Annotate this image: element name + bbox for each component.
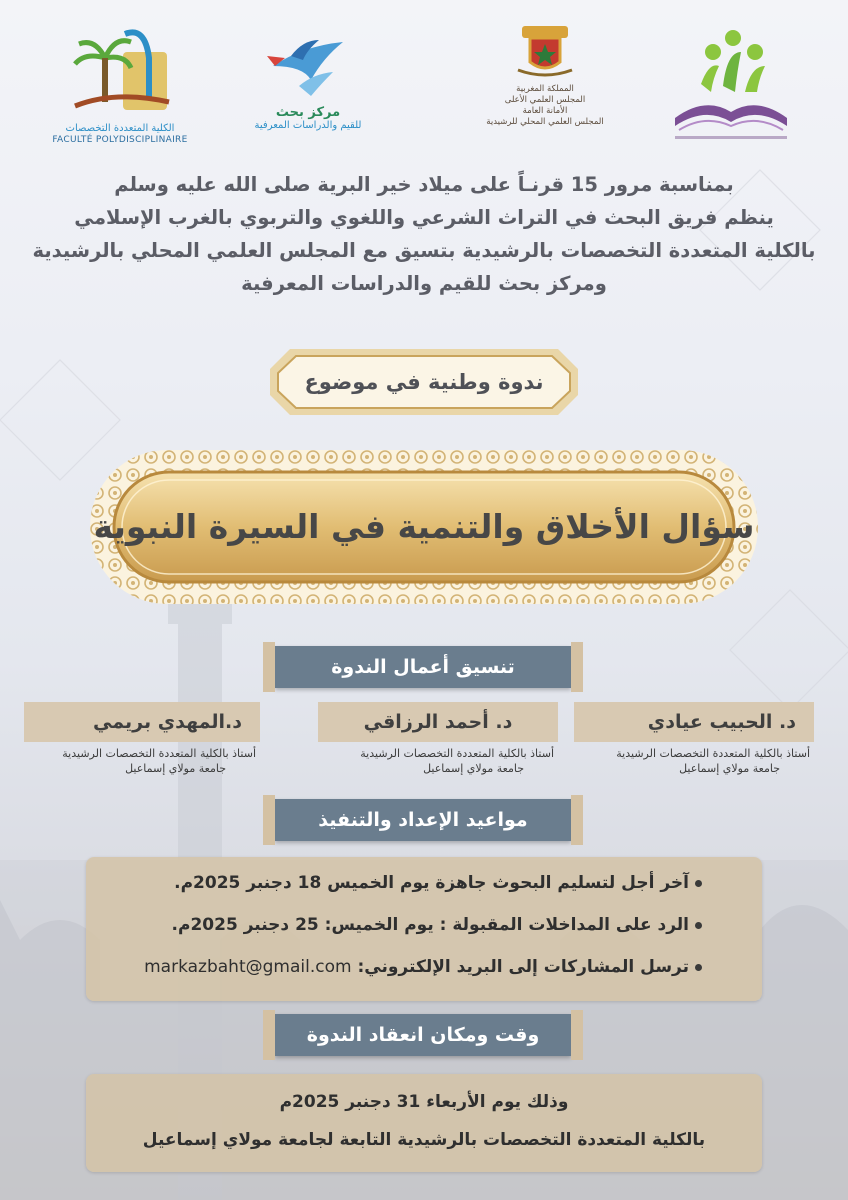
coordinator-2-affiliation: [318, 746, 558, 776]
markaz-logo-title: مركز بحث: [275, 105, 341, 120]
coordinator-1-name: د. الحبيب عيادي: [574, 702, 814, 742]
kingdom-line-3: الأمانة العامة: [522, 106, 568, 116]
deadlines-heading: مواعيد الإعداد والتنفيذ: [275, 799, 571, 841]
book-people-icon: [665, 26, 795, 146]
coordinator-2-aff-line-2: جامعة مولاي إسماعيل: [423, 762, 524, 775]
coordinator-3-affiliation: [24, 746, 260, 776]
faculty-logo-arabic: الكلية المتعددة التخصصات: [65, 123, 175, 134]
research-team-logo: [660, 26, 800, 150]
coordinator-3-aff-line-2: جامعة مولاي إسماعيل: [125, 762, 226, 775]
coordinator-2-name: د. أحمد الرزاقي: [318, 702, 558, 742]
kingdom-line-2: المجلس العلمي الأعلى: [504, 95, 586, 105]
markaz-bird-icon: [263, 36, 353, 102]
title-frame: [88, 448, 760, 606]
coordinator-3-aff-line-1: أستاذ بالكلية المتعددة التخصصات الرشيدية: [62, 747, 256, 760]
bullet-dot-icon: [695, 880, 702, 887]
intro-line-2: ينظم فريق البحث في التراث الشرعي واللغوي والتربوي بالغرب الإسلامي: [74, 206, 774, 229]
deadline-item-2: [172, 915, 702, 935]
coordinator-2: [318, 702, 558, 776]
faculty-emblem-icon: [65, 28, 175, 118]
deadline-item-3: [144, 957, 702, 977]
deadlines-panel: [86, 857, 762, 1001]
venue-place: بالكلية المتعددة التخصصات بالرشيدية التابعة لجامعة مولاي إسماعيل: [142, 1130, 706, 1150]
deadline-item-1: [174, 873, 702, 893]
venue-panel: [86, 1074, 762, 1172]
coordination-heading: تنسيق أعمال الندوة: [275, 646, 571, 688]
coordinator-1-aff-line-2: جامعة مولاي إسماعيل: [679, 762, 780, 775]
intro-line-4: ومركز بحث للقيم والدراسات المعرفية: [241, 272, 607, 295]
coordinator-1-affiliation: [574, 746, 814, 776]
bullet-dot-icon: [695, 964, 702, 971]
venue-heading: وقت ومكان انعقاد الندوة: [275, 1014, 571, 1056]
venue-date: وذلك يوم الأربعاء 31 دجنبر 2025م: [279, 1092, 569, 1112]
bullet-dot-icon: [695, 922, 702, 929]
intro-block: [20, 168, 828, 300]
coordinator-2-aff-line-1: أستاذ بالكلية المتعددة التخصصات الرشيدية: [360, 747, 554, 760]
deadline-item-2-text: الرد على المداخلات المقبولة : يوم الخميس: 25 دجنبر 2025م.: [171, 915, 689, 935]
coordinator-3: [24, 702, 260, 776]
kingdom-logo: [470, 24, 620, 128]
intro-line-1: بمناسبة مرور 15 قرنـاً على ميلاد خير البرية صلى الله عليه وسلم: [114, 173, 734, 196]
intro-line-3: بالكلية المتعددة التخصصات بالرشيدية بتسيق مع المجلس العلمي المحلي بالرشيدية: [32, 239, 816, 262]
deadline-item-1-text: آخر أجل لتسليم البحوث جاهزة يوم الخميس 18 دجنبر 2025م.: [174, 873, 689, 893]
kingdom-line-4: المجلس العلمي المحلي للرشيدية: [486, 117, 604, 127]
markaz-logo: [248, 36, 368, 132]
deadline-item-3-text: ترسل المشاركات إلى البريد الإلكتروني:: [357, 957, 689, 977]
faculty-logo: [40, 28, 200, 146]
kingdom-line-1: المملكة المغربية: [516, 84, 574, 94]
symposium-title: سؤال الأخلاق والتنمية في السيرة النبوية: [93, 507, 755, 546]
kicker-text: ندوة وطنية في موضوع: [304, 370, 544, 394]
contact-email-link[interactable]: markazbaht@gmail.com: [144, 957, 352, 977]
royal-coat-of-arms-icon: [516, 24, 574, 80]
coordinator-3-name: د.المهدي بريمي: [24, 702, 260, 742]
coordinator-1-aff-line-1: أستاذ بالكلية المتعددة التخصصات الرشيدية: [616, 747, 810, 760]
faculty-logo-latin: FACULTÉ POLYDISCIPLINAIRE: [52, 135, 188, 145]
coordinator-1: [574, 702, 814, 776]
markaz-logo-subtitle: للقيم والدراسات المعرفية: [254, 120, 362, 131]
kicker-frame: [268, 347, 580, 417]
